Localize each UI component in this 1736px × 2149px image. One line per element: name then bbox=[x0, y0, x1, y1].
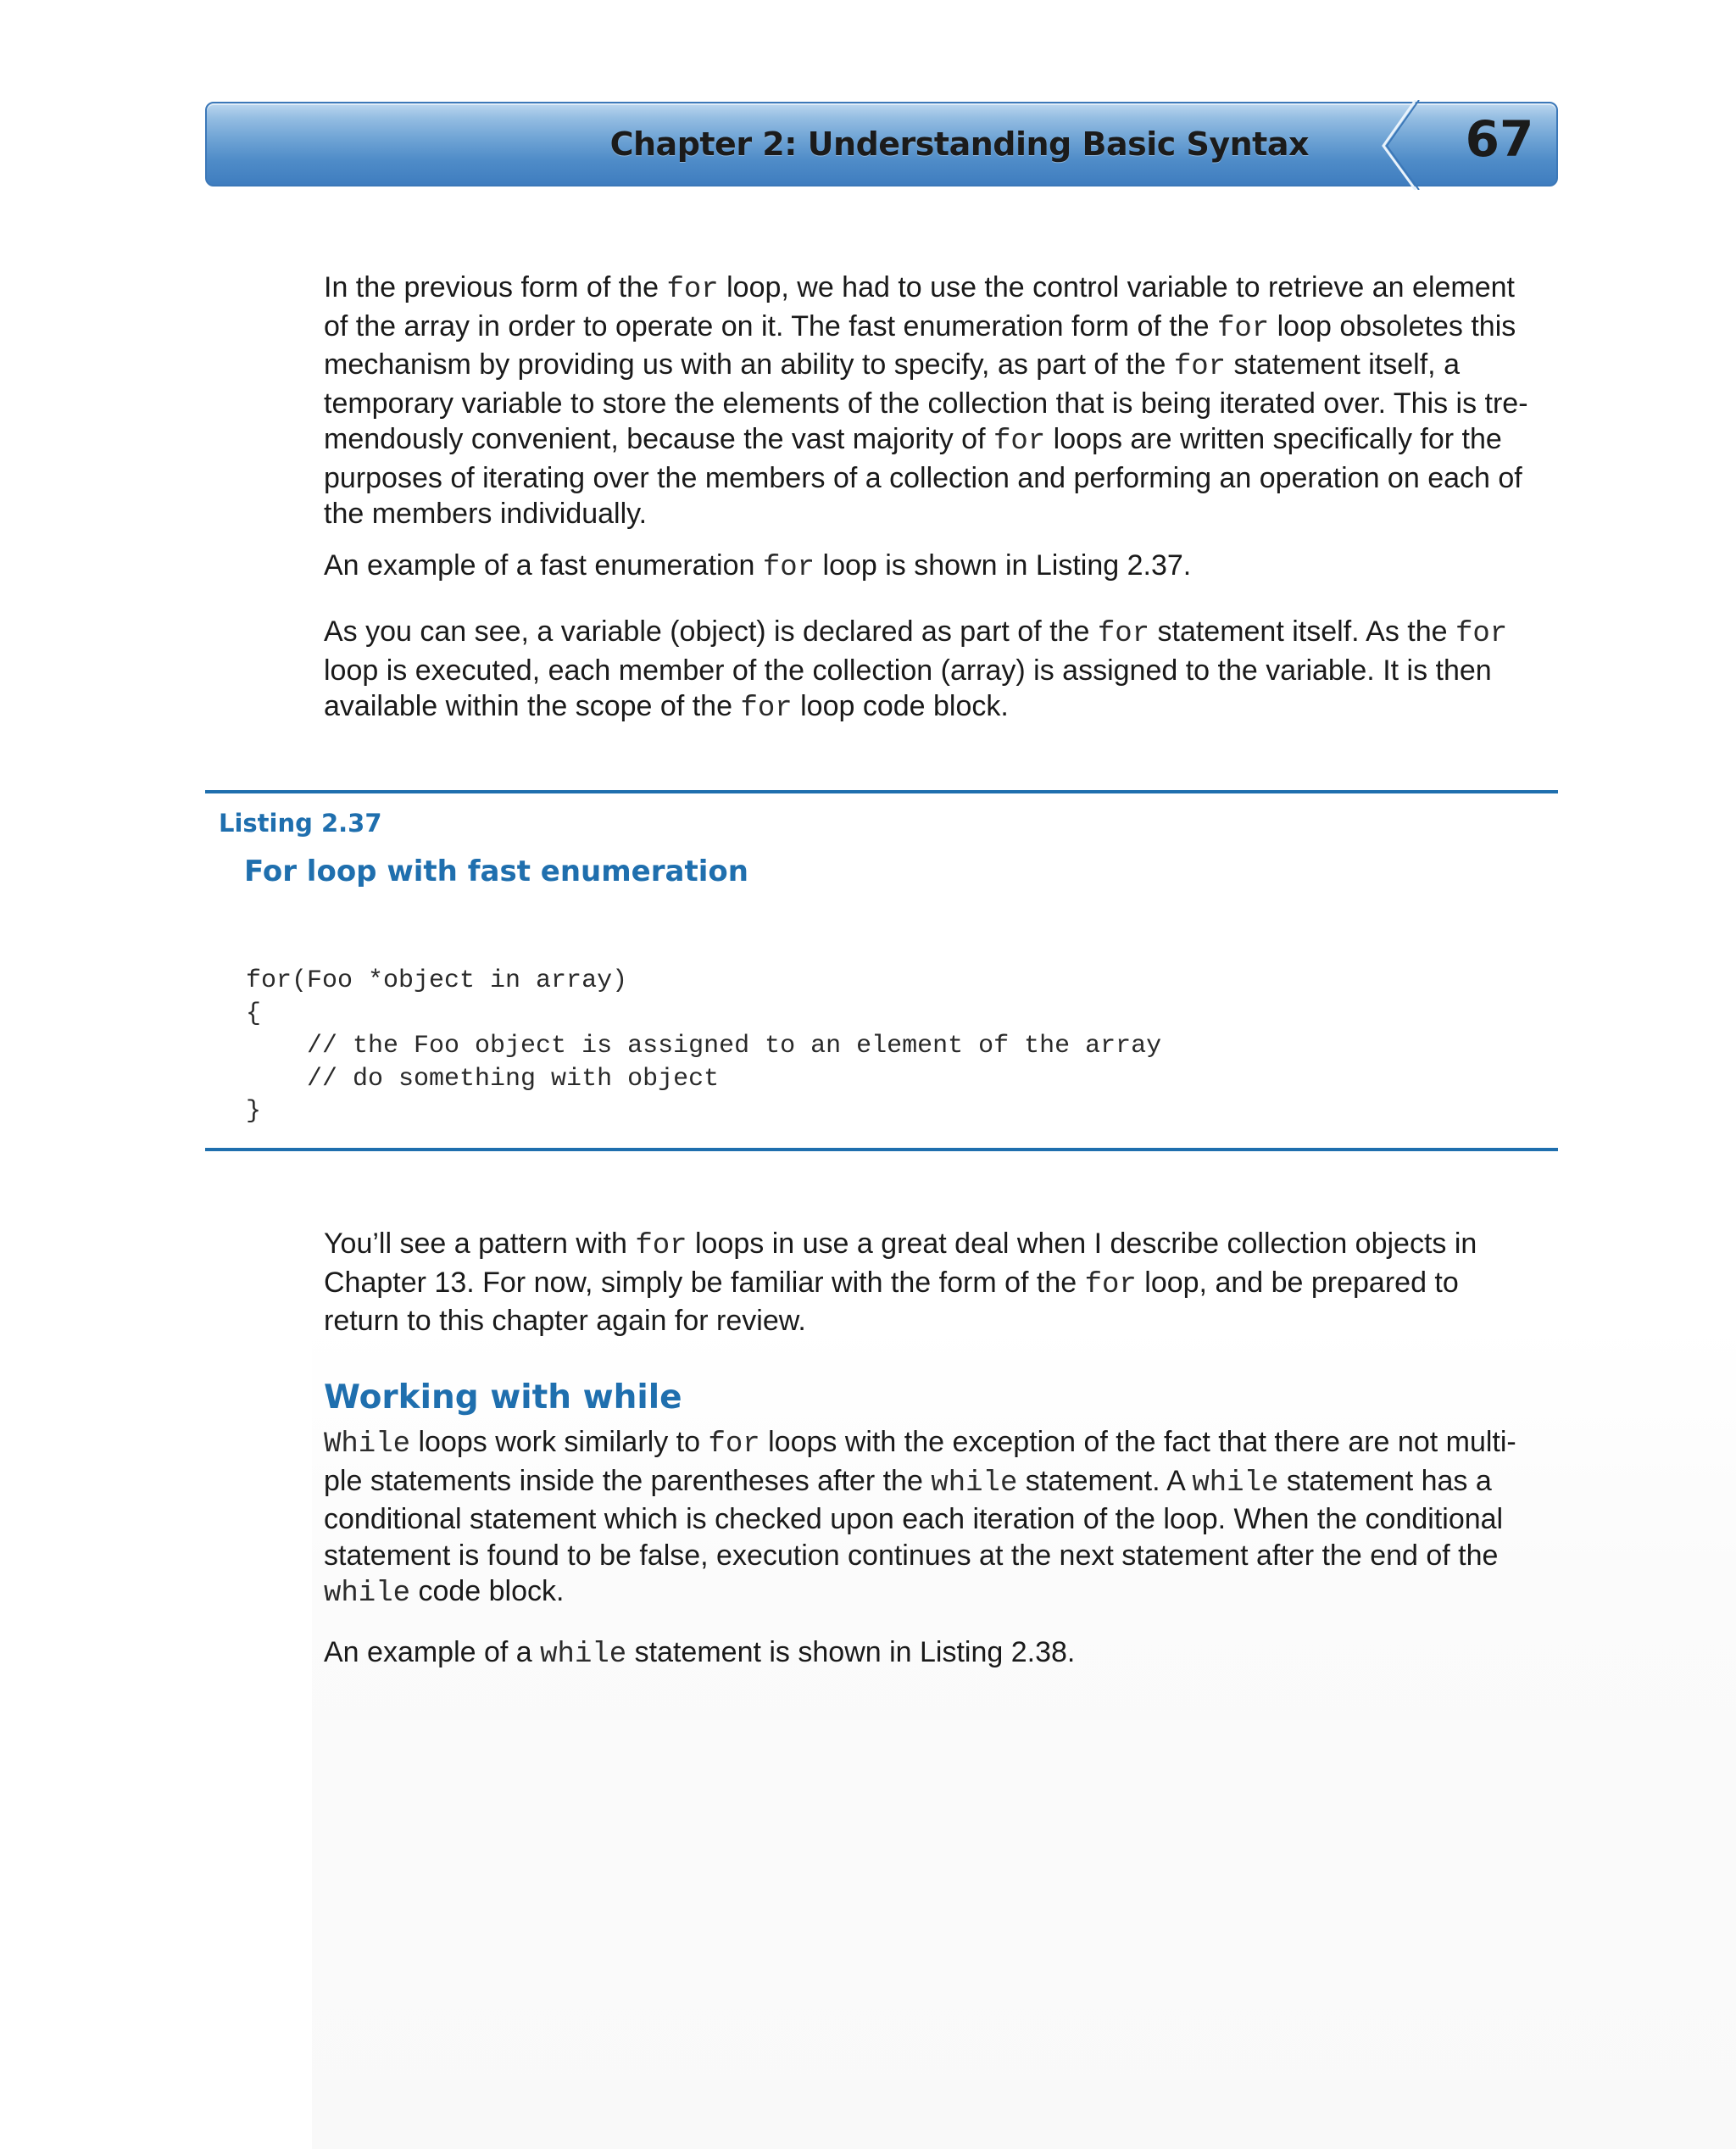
code-line: // the Foo object is assigned to an element of the array bbox=[246, 1032, 1162, 1061]
text-line: statement is found to be false, execution continues at the next statement after the end of the bbox=[324, 1539, 1499, 1572]
inline-code: while bbox=[540, 1639, 627, 1671]
listing-top-rule bbox=[205, 790, 1558, 793]
listing-label: Listing 2.37 bbox=[219, 809, 382, 838]
inline-code: for bbox=[708, 1428, 760, 1461]
text-line: Chapter 13. For now, simply be familiar with the form of the for loop, and be prepared to bbox=[324, 1266, 1459, 1301]
chapter-header-bar bbox=[205, 102, 1558, 187]
chapter-title: Chapter 2: Understanding Basic Syntax bbox=[609, 125, 1309, 163]
inline-code: for bbox=[1084, 1268, 1137, 1301]
text-line: ple statements inside the parentheses after the while statement. A while statement has a bbox=[324, 1464, 1492, 1500]
inline-code: for bbox=[1097, 618, 1150, 650]
inline-code: for bbox=[1216, 312, 1270, 345]
inline-code: for bbox=[740, 693, 793, 725]
paragraph-lines bbox=[324, 614, 1563, 727]
listing-bottom-rule bbox=[205, 1148, 1558, 1151]
text-line: purposes of iterating over the members of a collection and performing an operation on each of bbox=[324, 461, 1522, 494]
text-line: In the previous form of the for loop, we had to use the control variable to retrieve an element bbox=[324, 271, 1515, 306]
paragraph-fast-enumeration-intro bbox=[324, 270, 1563, 532]
text-line: while code block. bbox=[324, 1575, 565, 1610]
paragraph-while-description bbox=[324, 1424, 1563, 1612]
paragraph-pattern-note bbox=[324, 1226, 1563, 1339]
inline-code: for bbox=[1455, 618, 1508, 650]
code-line: { bbox=[246, 999, 262, 1028]
code-listing bbox=[246, 965, 1161, 1128]
listing-title: For loop with fast enumeration bbox=[244, 855, 748, 888]
code-line: for(Foo *object in array) bbox=[246, 966, 628, 995]
code-line: // do something with object bbox=[246, 1064, 720, 1094]
text-line: the members individually. bbox=[324, 498, 648, 530]
paragraph-variable-declaration bbox=[324, 614, 1563, 727]
text-line: of the array in order to operate on it. The fast enumeration form of the for loop obsoletes this bbox=[324, 309, 1516, 345]
section-heading: Working with while bbox=[324, 1378, 682, 1417]
paragraph-lines bbox=[324, 1424, 1563, 1612]
text-line: available within the scope of the for loop code block. bbox=[324, 690, 1009, 725]
inline-code: while bbox=[931, 1467, 1018, 1500]
text-line: An example of a fast enumeration for loop is shown in Listing 2.37. bbox=[324, 549, 1192, 584]
inline-code: while bbox=[1192, 1467, 1279, 1500]
inline-code: for bbox=[1173, 351, 1227, 383]
text-line: mendously convenient, because the vast majority of for loops are written specifically for the bbox=[324, 423, 1502, 458]
inline-code: for bbox=[993, 426, 1046, 458]
text-line: You’ll see a pattern with for loops in use a great deal when I describe collection objects in bbox=[324, 1228, 1477, 1262]
text-line: An example of a while statement is shown in Listing 2.38. bbox=[324, 1636, 1076, 1671]
text-line: While loops work similarly to for loops with the exception of the fact that there are not multi- bbox=[324, 1426, 1516, 1461]
paragraph-lines bbox=[324, 548, 1563, 587]
text-line: conditional statement which is checked upon each iteration of the loop. When the conditional bbox=[324, 1503, 1504, 1535]
paragraph-while-example-reference bbox=[324, 1634, 1563, 1673]
paragraph-example-reference bbox=[324, 548, 1563, 587]
text-line: mechanism by providing us with an ability to specify, as part of the for statement itself, a bbox=[324, 348, 1460, 383]
page-number: 67 bbox=[1465, 110, 1534, 168]
inline-code: While bbox=[324, 1428, 411, 1461]
paragraph-lines bbox=[324, 1634, 1563, 1673]
inline-code: while bbox=[324, 1578, 411, 1610]
text-line: temporary variable to store the elements of the collection that is being iterated over. This is tre- bbox=[324, 387, 1528, 420]
text-line: return to this chapter again for review. bbox=[324, 1305, 806, 1337]
inline-code: for bbox=[666, 274, 719, 306]
paragraph-lines bbox=[324, 270, 1563, 532]
code-line: } bbox=[246, 1097, 262, 1126]
inline-code: for bbox=[635, 1230, 687, 1262]
text-line: loop is executed, each member of the collection (array) is assigned to the variable. It is then bbox=[324, 654, 1492, 687]
text-line: As you can see, a variable (object) is declared as part of the for statement itself. As the for bbox=[324, 615, 1508, 650]
inline-code: for bbox=[762, 552, 815, 584]
paragraph-lines bbox=[324, 1226, 1563, 1339]
